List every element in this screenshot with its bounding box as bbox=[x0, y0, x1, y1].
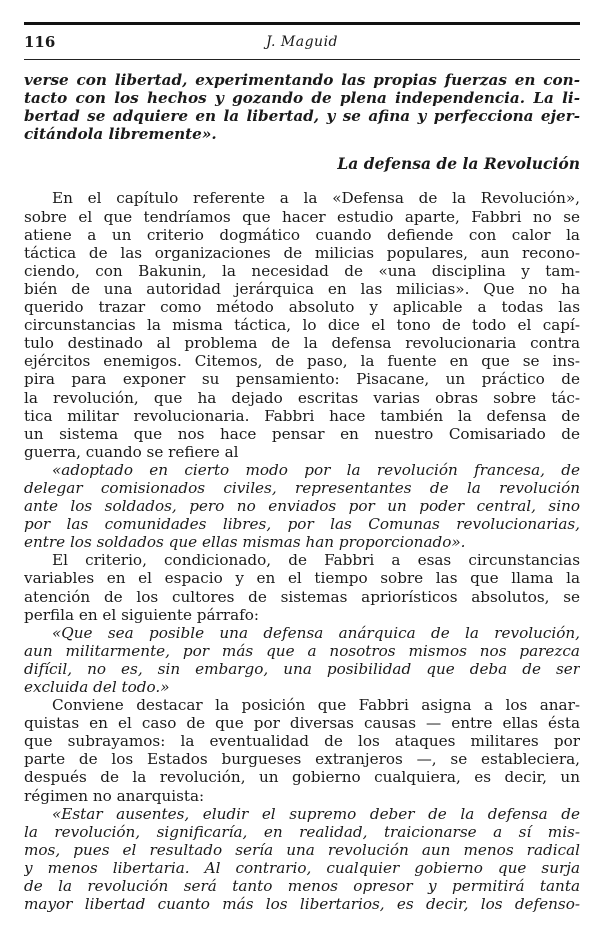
block-quote bbox=[24, 805, 580, 914]
body-paragraph bbox=[24, 551, 580, 623]
text-line: pira para exponer su pensamiento: Pisacane, un práctico de bbox=[24, 370, 580, 389]
text-line: después de la revolución, un gobierno cualquiera, es decir, un bbox=[24, 768, 580, 787]
page-header bbox=[24, 33, 580, 57]
text-line: quistas en el caso de que por diversas causas — entre ellas ésta bbox=[24, 714, 580, 733]
book-page bbox=[24, 22, 580, 913]
text-line: En el capítulo referente a la «Defensa de la Revolución», bbox=[52, 189, 580, 208]
text-line: de la revolución será tanto menos opresor y permitirá tanta bbox=[24, 877, 580, 896]
text-line: tulo destinado al problema de la defensa revolucionaria contra bbox=[24, 334, 580, 353]
page-text bbox=[24, 71, 580, 913]
block-quote bbox=[24, 461, 580, 551]
text-line: un sistema que nos hace pensar en nuestro Comisariado de bbox=[24, 424, 580, 443]
text-line: El criterio, condicionado, de Fabbri a esas circunstancias bbox=[52, 551, 580, 570]
body-paragraph bbox=[24, 696, 580, 805]
text-line: ante los soldados, pero no enviados por un poder central, sino bbox=[24, 497, 580, 516]
text-line: mayor libertad cuanto más los libertarios, es decir, los defenso- bbox=[24, 895, 580, 914]
text-line: por las comunidades libres, por las Comunas revolucionarias, bbox=[24, 515, 580, 534]
text-line: ejércitos enemigos. Citemos, de paso, la fuente en que se ins- bbox=[24, 352, 580, 371]
text-line: entre los soldados que ellas mismas han proporcionado». bbox=[24, 533, 466, 552]
block-quote bbox=[24, 624, 580, 696]
body-paragraphs bbox=[24, 189, 580, 913]
text-line: tica militar revolucionaria. Fabbri hace también la defensa de bbox=[24, 406, 580, 425]
text-line: «Estar ausentes, eludir el supremo deber de la defensa de bbox=[52, 804, 580, 823]
text-line: delegar comisionados civiles, representantes de la revolución bbox=[24, 478, 580, 497]
text-line: circunstancias la misma táctica, lo dice el tono de todo el capí- bbox=[24, 316, 580, 335]
header-rule bbox=[24, 59, 580, 60]
text-line: querido trazar como método absoluto y aplicable a todas las bbox=[24, 298, 580, 317]
text-line: mos, pues el resultado sería una revolución aun menos radical bbox=[24, 840, 580, 859]
text-line: régimen no anarquista: bbox=[24, 786, 205, 805]
text-line: bertad se adquiere en la libertad, y se afina y perfecciona ejer- bbox=[24, 107, 580, 126]
text-line: ciendo, con Bakunin, la necesidad de «una disciplina y tam- bbox=[24, 261, 580, 280]
text-line: sobre el que tendríamos que hacer estudio aparte, Fabbri no se bbox=[24, 207, 580, 226]
body-paragraph bbox=[24, 189, 580, 460]
text-line: parte de los Estados burgueses extranjeros —, se estableciera, bbox=[24, 750, 580, 769]
text-line: «Que sea posible una defensa anárquica de la revolución, bbox=[52, 623, 580, 642]
section-title: La defensa de la Revolución bbox=[337, 154, 580, 174]
text-line: «adoptado en cierto modo por la revolución francesa, de bbox=[52, 460, 580, 479]
text-line: perfila en el siguiente párrafo: bbox=[24, 605, 260, 624]
text-line: aun militarmente, por más que a nosotros mismos nos parezca bbox=[24, 641, 580, 660]
intro-paragraph bbox=[24, 71, 580, 143]
running-head: J. Maguid bbox=[265, 34, 339, 50]
page-number: 116 bbox=[24, 33, 56, 51]
text-line: citándola libremente». bbox=[24, 125, 217, 144]
text-line: la revolución, significaría, en realidad, traicionarse a sí mis- bbox=[24, 822, 580, 841]
text-line: variables en el espacio y en el tiempo sobre las que llama la bbox=[24, 569, 580, 588]
text-line: la revolución, que ha dejado escritas varias obras sobre tác- bbox=[24, 388, 580, 407]
text-line: que subrayamos: la eventualidad de los ataques militares por bbox=[24, 732, 580, 751]
text-line: atiene a un criterio dogmático cuando defiende con calor la bbox=[24, 225, 580, 244]
text-line: guerra, cuando se refiere al bbox=[24, 442, 239, 461]
text-line: tacto con los hechos y gozando de plena independencia. La li- bbox=[24, 89, 580, 108]
text-line: táctica de las organizaciones de milicias populares, aun recono- bbox=[24, 243, 580, 262]
text-line: excluida del todo.» bbox=[24, 678, 170, 696]
text-line: difícil, no es, sin embargo, una posibilidad que deba de ser bbox=[24, 659, 580, 678]
text-line: y menos libertaria. Al contrario, cualquier gobierno que surja bbox=[24, 858, 580, 877]
text-line: atención de los cultores de sistemas apriorísticos absolutos, se bbox=[24, 587, 580, 606]
text-line: Conviene destacar la posición que Fabbri asigna a los anar- bbox=[52, 696, 580, 715]
text-line: verse con libertad, experimentando las propias fuerzas en con- bbox=[24, 71, 580, 89]
text-line: bién de una autoridad jerárquica en las milicias». Que no ha bbox=[24, 279, 580, 298]
top-rule bbox=[24, 22, 580, 25]
